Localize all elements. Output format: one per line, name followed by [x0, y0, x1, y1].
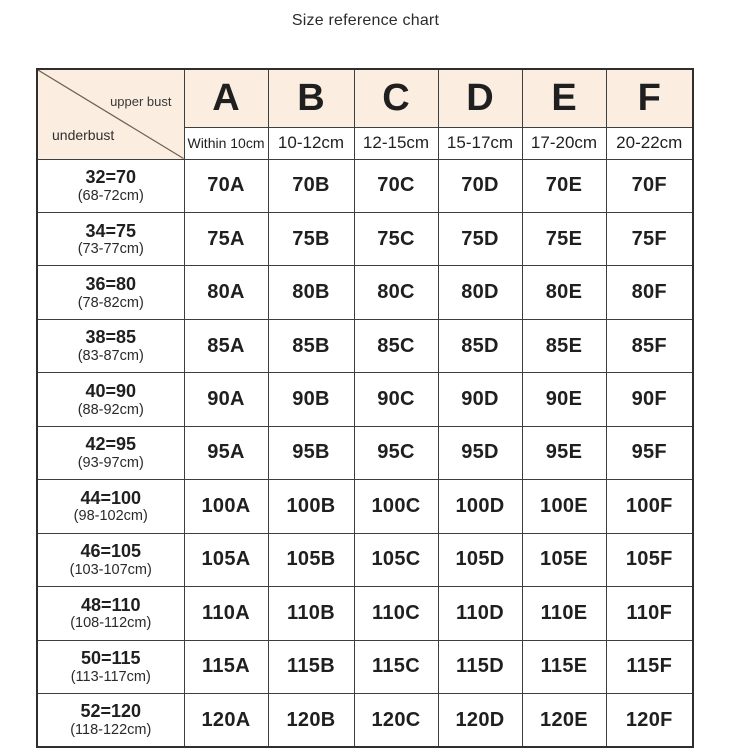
size-cell: 120D [438, 694, 522, 747]
size-cell: 120A [184, 694, 268, 747]
size-cell: 85E [522, 319, 606, 372]
size-cell: 110C [354, 587, 438, 640]
row-label [37, 640, 184, 693]
cup-range-B: 10-12cm [268, 127, 354, 159]
table-row [37, 640, 693, 693]
underbust-label: underbust [52, 126, 115, 143]
size-cell: 110B [268, 587, 354, 640]
row-label [37, 533, 184, 586]
size-cell: 75F [606, 212, 693, 265]
table-row [37, 373, 693, 426]
size-cell: 105D [438, 533, 522, 586]
size-cell: 80A [184, 266, 268, 319]
row-size-value: 50=115 [80, 648, 141, 669]
row-label [37, 212, 184, 265]
row-size-value: 36=80 [85, 273, 137, 294]
row-size-value: 42=95 [85, 434, 137, 455]
size-cell: 100B [268, 480, 354, 533]
row-size-range: (88-92cm) [77, 401, 144, 418]
size-cell: 85D [438, 319, 522, 372]
size-cell: 110E [522, 587, 606, 640]
row-size-range: (118-122cm) [70, 722, 152, 739]
size-cell: 115A [184, 640, 268, 693]
size-cell: 105F [606, 533, 693, 586]
size-cell: 120B [268, 694, 354, 747]
row-size-range: (98-102cm) [73, 508, 148, 525]
size-cell: 105B [268, 533, 354, 586]
cup-letter-B: B [268, 69, 354, 127]
table-row [37, 426, 693, 479]
table-row [37, 266, 693, 319]
size-cell: 120E [522, 694, 606, 747]
size-cell: 75B [268, 212, 354, 265]
diagonal-divider-line [38, 70, 184, 159]
size-cell: 70B [268, 159, 354, 212]
row-size-value: 46=105 [80, 541, 142, 562]
size-cell: 75E [522, 212, 606, 265]
cup-letter-E: E [522, 69, 606, 127]
size-cell: 80D [438, 266, 522, 319]
table-row [37, 319, 693, 372]
row-label [37, 266, 184, 319]
size-cell: 110F [606, 587, 693, 640]
row-size-value: 32=70 [85, 167, 137, 188]
row-label [37, 480, 184, 533]
size-cell: 85A [184, 319, 268, 372]
cup-letter-row [37, 69, 693, 127]
table-row [37, 159, 693, 212]
cup-range-E: 17-20cm [522, 127, 606, 159]
row-size-value: 44=100 [80, 487, 142, 508]
size-cell: 95C [354, 426, 438, 479]
row-label [37, 159, 184, 212]
size-cell: 90B [268, 373, 354, 426]
size-cell: 85F [606, 319, 693, 372]
row-size-range: (113-117cm) [70, 668, 151, 685]
size-cell: 70C [354, 159, 438, 212]
size-cell: 80E [522, 266, 606, 319]
size-cell: 120F [606, 694, 693, 747]
size-cell: 115B [268, 640, 354, 693]
row-label [37, 373, 184, 426]
size-cell: 100A [184, 480, 268, 533]
upper-bust-label: upper bust [110, 94, 172, 109]
table-row [37, 533, 693, 586]
size-cell: 85B [268, 319, 354, 372]
size-cell: 105E [522, 533, 606, 586]
size-cell: 85C [354, 319, 438, 372]
row-size-range: (68-72cm) [77, 187, 144, 204]
size-cell: 110D [438, 587, 522, 640]
size-cell: 95B [268, 426, 354, 479]
row-label [37, 319, 184, 372]
row-size-range: (103-107cm) [69, 561, 152, 578]
cup-letter-C: C [354, 69, 438, 127]
cup-range-D: 15-17cm [438, 127, 522, 159]
size-cell: 70F [606, 159, 693, 212]
size-cell: 80F [606, 266, 693, 319]
cup-letter-D: D [438, 69, 522, 127]
size-cell: 80C [354, 266, 438, 319]
size-cell: 95A [184, 426, 268, 479]
size-cell: 105C [354, 533, 438, 586]
size-cell: 115E [522, 640, 606, 693]
row-size-value: 38=85 [85, 327, 137, 348]
size-cell: 90A [184, 373, 268, 426]
size-cell: 95E [522, 426, 606, 479]
cup-range-C: 12-15cm [354, 127, 438, 159]
size-cell: 115D [438, 640, 522, 693]
size-cell: 100D [438, 480, 522, 533]
table-row [37, 694, 693, 747]
size-cell: 75D [438, 212, 522, 265]
size-cell: 75A [184, 212, 268, 265]
size-cell: 90F [606, 373, 693, 426]
size-cell: 100F [606, 480, 693, 533]
size-rows [37, 159, 693, 747]
row-label [37, 426, 184, 479]
size-cell: 70D [438, 159, 522, 212]
size-cell: 110A [184, 587, 268, 640]
row-size-range: (73-77cm) [77, 241, 144, 258]
corner-header-cell [37, 69, 184, 159]
row-size-range: (78-82cm) [77, 294, 144, 311]
cup-range-A: Within 10cm [184, 127, 268, 159]
size-cell: 75C [354, 212, 438, 265]
row-label [37, 587, 184, 640]
table-row [37, 212, 693, 265]
size-cell: 100C [354, 480, 438, 533]
size-cell: 95D [438, 426, 522, 479]
row-size-value: 40=90 [85, 380, 137, 401]
size-cell: 105A [184, 533, 268, 586]
size-cell: 80B [268, 266, 354, 319]
cup-letter-A: A [184, 69, 268, 127]
row-size-value: 52=120 [80, 701, 142, 722]
row-label [37, 694, 184, 747]
size-cell: 95F [606, 426, 693, 479]
row-size-value: 48=110 [80, 594, 141, 615]
cup-letter-F: F [606, 69, 693, 127]
row-size-range: (93-97cm) [77, 455, 144, 471]
table-row [37, 587, 693, 640]
cup-range-F: 20-22cm [606, 127, 693, 159]
size-cell: 90E [522, 373, 606, 426]
size-cell: 70A [184, 159, 268, 212]
table-row [37, 480, 693, 533]
size-cell: 120C [354, 694, 438, 747]
size-cell: 90C [354, 373, 438, 426]
row-size-range: (108-112cm) [70, 615, 152, 632]
size-cell: 90D [438, 373, 522, 426]
row-size-range: (83-87cm) [77, 348, 144, 365]
size-cell: 100E [522, 480, 606, 533]
size-cell: 70E [522, 159, 606, 212]
size-cell: 115C [354, 640, 438, 693]
size-reference-table [36, 68, 694, 748]
row-size-value: 34=75 [85, 220, 137, 241]
size-cell: 115F [606, 640, 693, 693]
page-title: Size reference chart [291, 12, 440, 29]
